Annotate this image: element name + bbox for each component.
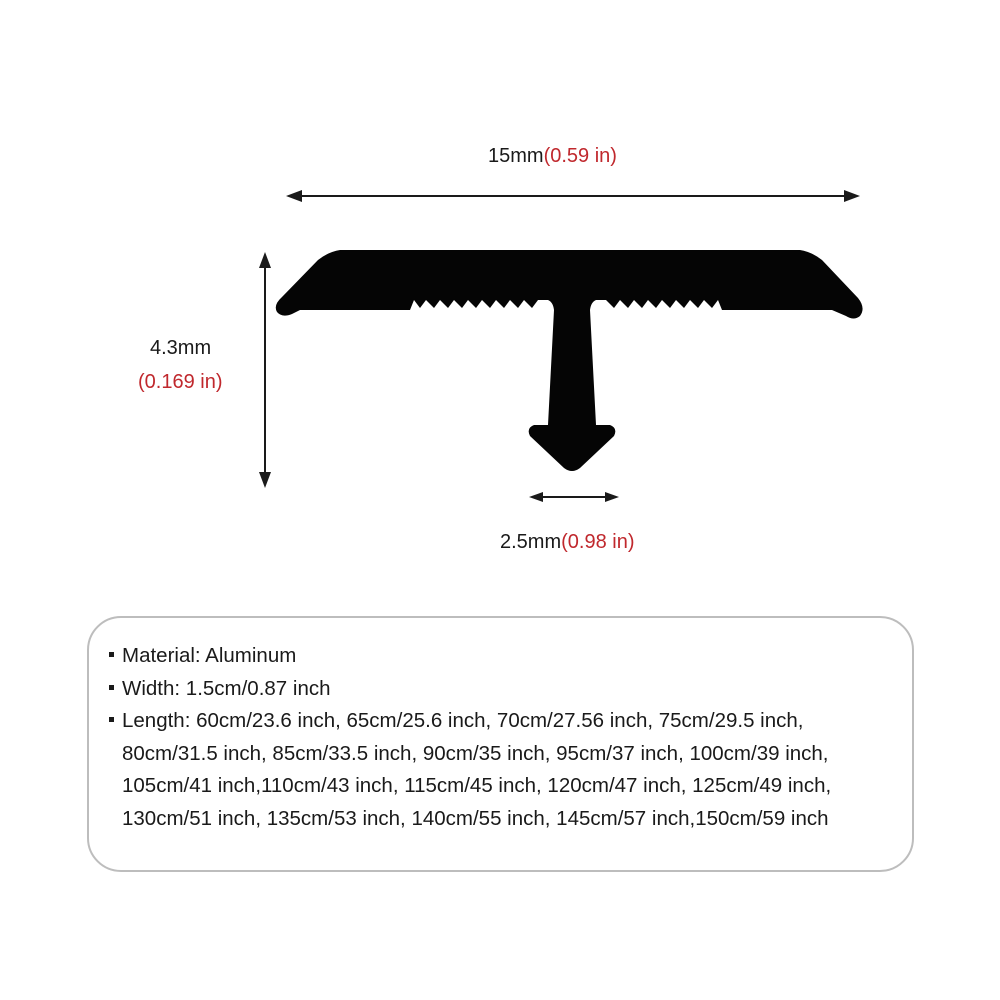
spec-length-line-3: 105cm/41 inch,110cm/43 inch, 115cm/45 inch, 120cm/47 inch, 125cm/49 inch, xyxy=(122,774,832,797)
spec-material-text: Material: Aluminum xyxy=(122,644,297,667)
bullet-icon xyxy=(109,652,114,657)
bullet-icon xyxy=(109,685,114,690)
spec-length-line-1: Length: 60cm/23.6 inch, 65cm/25.6 inch, 70cm/27.56 inch, 75cm/29.5 inch, xyxy=(122,709,804,732)
spec-length xyxy=(109,705,831,835)
spec-material xyxy=(109,640,831,673)
width-imperial: (0.59 in) xyxy=(543,145,617,167)
spec-width-text: Width: 1.5cm/0.87 inch xyxy=(122,676,331,700)
stem-dimension-arrow xyxy=(529,492,619,502)
stem-imperial: (0.98 in) xyxy=(561,531,635,553)
specifications-list xyxy=(109,640,831,835)
height-metric: 4.3mm xyxy=(150,337,212,359)
width-dimension-label xyxy=(488,146,617,166)
spec-length-line-4: 130cm/51 inch, 135cm/53 inch, 140cm/55 inch, 145cm/57 inch,150cm/59 inch xyxy=(122,806,829,830)
height-dimension-metric-label xyxy=(150,338,211,358)
stem-metric: 2.5mm xyxy=(500,531,562,553)
width-dimension-arrow xyxy=(286,190,860,202)
bullet-icon xyxy=(109,717,114,722)
spec-length-line-2: 80cm/31.5 inch, 85cm/33.5 inch, 90cm/35 inch, 95cm/37 inch, 100cm/39 inch, xyxy=(122,741,829,765)
height-dimension-arrow xyxy=(259,252,271,488)
height-dimension-imperial-label xyxy=(138,372,223,392)
height-imperial: (0.169 in) xyxy=(138,371,223,393)
t-profile-shape xyxy=(276,250,863,471)
spec-width xyxy=(109,673,831,706)
stem-dimension-label xyxy=(500,532,635,552)
width-metric: 15mm xyxy=(488,145,544,167)
specifications-box xyxy=(87,616,914,872)
